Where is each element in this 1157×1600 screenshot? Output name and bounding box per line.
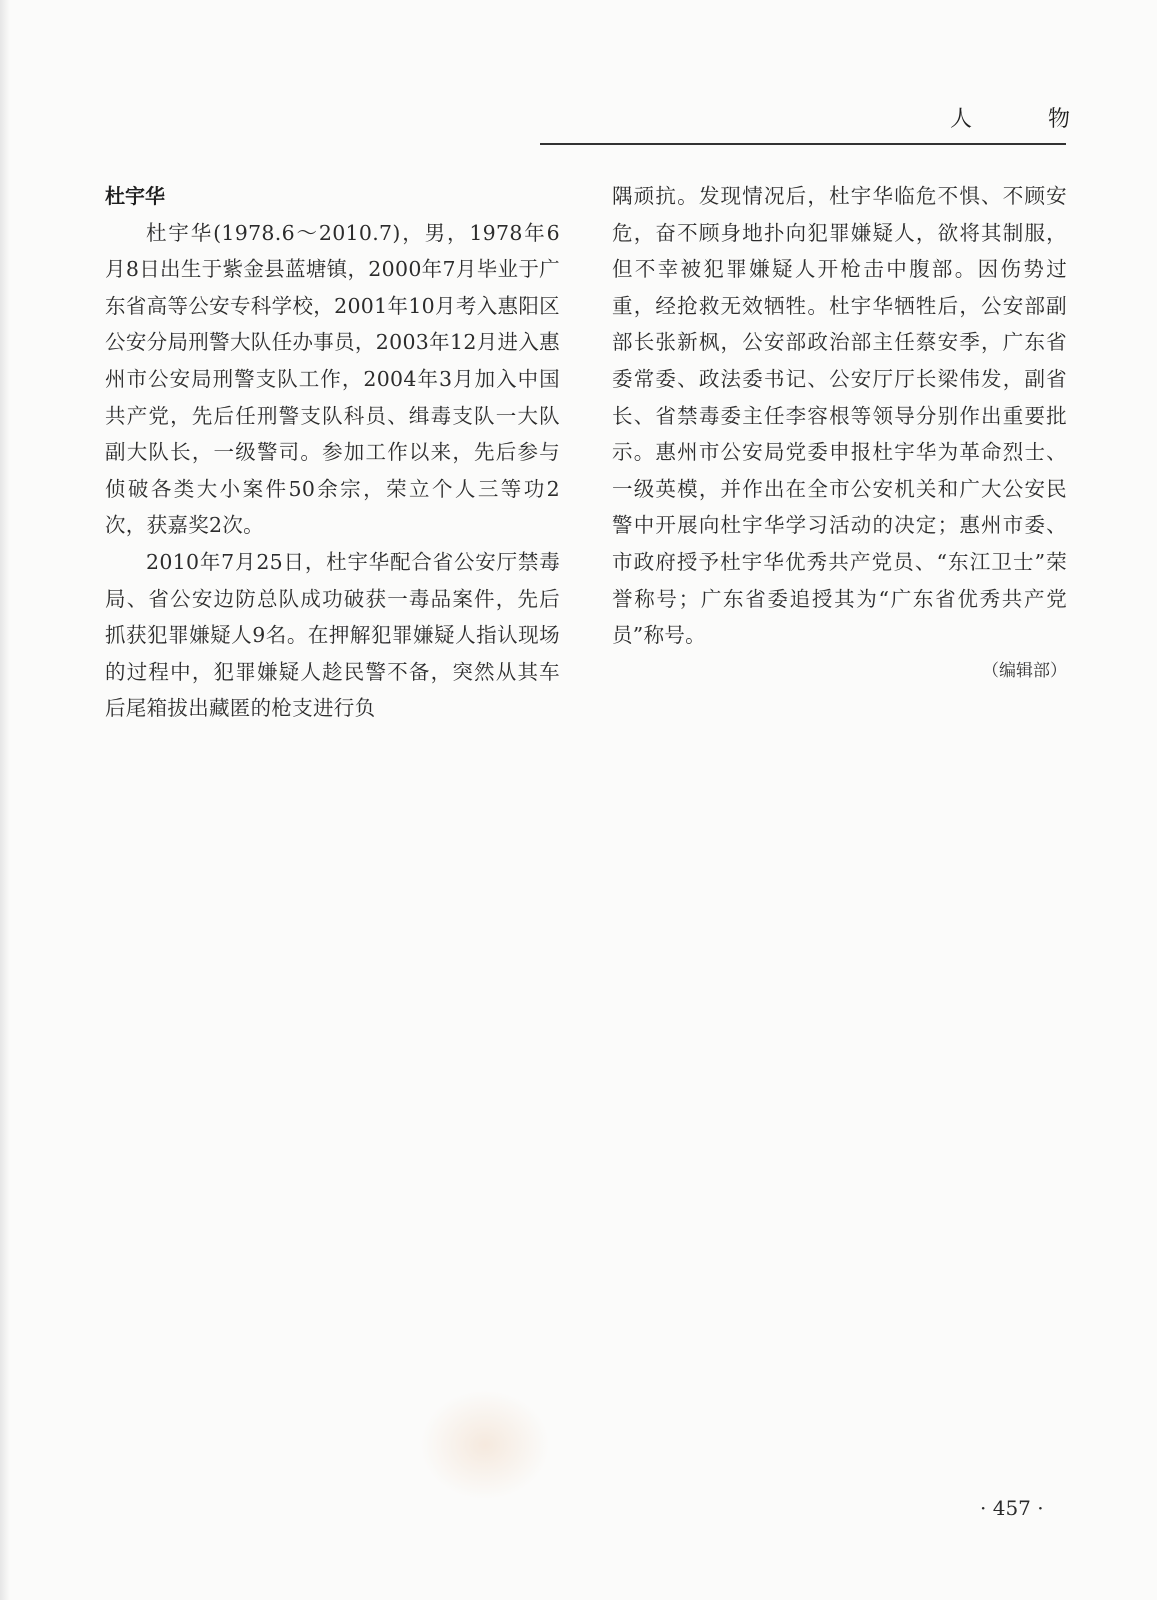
paragraph-incident: 2010年7月25日，杜宇华配合省公安厅禁毒局、省公安边防总队成功破获一毒品案件，先后抓获犯罪嫌疑人9名。在押解犯罪嫌疑人指认现场的过程中，犯罪嫌疑人趁民警不备，突然从其车后尾箱拔出藏匿的枪支进行负 [105,549,560,721]
header-rule [540,143,1066,145]
scan-edge-shadow [0,0,10,1600]
section-header-char-1: 人 [950,107,973,132]
page-number: · 457 · [980,1496,1044,1520]
right-column [612,178,1067,686]
signature: （编辑部） [982,660,1067,681]
section-header [950,102,1070,133]
section-header-char-2: 物 [1047,107,1070,132]
left-column [105,178,560,727]
paragraph-incident-continued: 隅顽抗。发现情况后，杜宇华临危不惧、不顾安危，奋不顾身地扑向犯罪嫌疑人，欲将其制服，但不幸被犯罪嫌疑人开枪击中腹部。因伤势过重，经抢救无效牺牲。杜宇华牺牲后，公安部副部长张新枫，公安部政治部主任蔡安季，广东省委常委、政法委书记、公安厅厅长梁伟发，副省长、省禁毒委主任李容根等领导分别作出重要批示。惠州市公安局党委申报杜宇华为革命烈士、一级英模，并作出在全市公安机关和广大公安民警中开展向杜宇华学习活动的决定；惠州市委、市政府授予杜宇华优秀共产党员、“东江卫士”荣誉称号；广东省委追授其为“广东省优秀共产党员”称号。 [612,184,1067,648]
paper-stain [420,1390,550,1500]
article-title: 杜宇华 [105,184,165,208]
paragraph-biography: 杜宇华(1978.6～2010.7)，男，1978年6月8日出生于紫金县蓝塘镇，2000年7月毕业于广东省高等公安专科学校，2001年10月考入惠阳区公安分局刑警大队任办事员，2003年12月进入惠州市公安局刑警支队工作，2004年3月加入中国共产党，先后任刑警支队科员、缉毒支队一大队副大队长，一级警司。参加工作以来，先后参与侦破各类大小案件50余宗，荣立个人三等功2次，获嘉奖2次。 [105,220,560,538]
